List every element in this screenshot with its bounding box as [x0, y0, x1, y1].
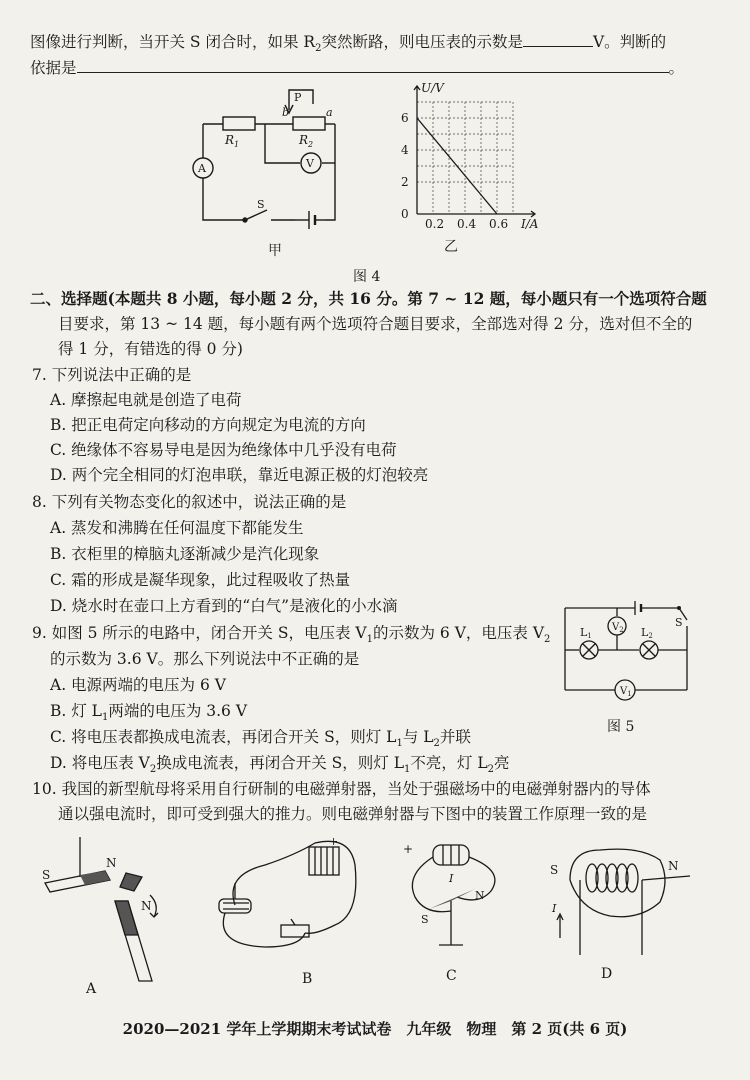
switch-label: S — [257, 198, 265, 211]
q8-option-a[interactable]: A. 蒸发和沸腾在任何温度下都能发生 — [50, 519, 304, 537]
fig-a-s-label: S — [42, 868, 51, 882]
q10-figure-d — [540, 840, 705, 965]
graph-grid — [417, 102, 513, 214]
fig5-v2-label: $V_2$ — [612, 622, 624, 634]
figure4-jia-label: 甲 — [268, 243, 282, 259]
answer-blank-voltage[interactable] — [523, 30, 593, 47]
fig-a-n-label: N — [106, 856, 117, 870]
fig5-v1-label: $V_1$ — [620, 686, 632, 698]
label-b: b — [282, 106, 290, 119]
y-tick-6: 6 — [401, 111, 409, 125]
q10-figure-c — [395, 835, 510, 960]
q7-option-d[interactable]: D. 两个完全相同的灯泡串联，靠近电源正极的灯泡较亮 — [50, 466, 429, 484]
q10-figure-a — [30, 835, 170, 995]
q10-stem-2: 通以强电流时，即可受到强大的推力。则电磁弹射器与下图中的装置工作原理一致的是 — [58, 805, 648, 823]
fig-c-i-label: I — [449, 872, 454, 885]
y-tick-4: 4 — [401, 143, 409, 157]
q8-option-d[interactable]: D. 烧水时在壶口上方看到的“白气”是液化的小水滴 — [50, 597, 398, 615]
label-p: P — [294, 91, 302, 104]
ammeter-label: A — [198, 162, 206, 175]
voltmeter-label: V — [306, 157, 314, 170]
figure4-circuit — [185, 80, 365, 245]
q9-option-a[interactable]: A. 电源两端的电压为 6 V — [50, 676, 226, 694]
label-r2: $R_2$ — [299, 133, 314, 149]
q9-stem-2: 的示数为 3.6 V。那么下列说法中不正确的是 — [50, 650, 360, 668]
intro-line-2: 依据是 。 — [30, 56, 684, 79]
q8-stem: 8. 下列有关物态变化的叙述中，说法正确的是 — [32, 493, 347, 511]
fig5-l2-label: L2 — [641, 626, 653, 640]
page-footer: 2020—2021 学年上学期期末考试试卷 九年级 物理 第 2 页(共 6 页) — [122, 1020, 628, 1038]
section2-line-3: 得 1 分，有错选的得 0 分) — [58, 340, 243, 358]
q10-stem: 10. 我国的新型航母将采用自行研制的电磁弹射器，当处于强磁场中的电磁弹射器内的导体 — [32, 780, 651, 798]
section2-title: 二、选择题(本题共 8 小题，每小题 2 分，共 16 分。第 7 ~ 12 题，每小题只有一个选项符合题 — [30, 289, 707, 308]
q10-option-d-label[interactable]: D — [601, 966, 613, 982]
q9-option-d[interactable]: D. 将电压表 $V_2$换成电流表，再闭合开关 S，则灯 $L_1$不亮，灯 $L_2$亮 — [50, 754, 510, 776]
answer-blank-reason[interactable] — [77, 56, 669, 73]
y-tick-2: 2 — [401, 175, 409, 189]
graph-x-label: I/A — [521, 217, 539, 231]
fig-d-i-label: I — [552, 902, 557, 915]
q8-option-b[interactable]: B. 衣柜里的樟脑丸逐渐减少是汽化现象 — [50, 545, 320, 563]
fig-d-n-label: N — [668, 859, 679, 873]
q8-option-c[interactable]: C. 霜的形成是凝华现象，此过程吸收了热量 — [50, 571, 351, 589]
figure5-circuit — [555, 598, 705, 708]
fig-b-plus-label: + — [329, 835, 339, 848]
q7-option-c[interactable]: C. 绝缘体不容易导电是因为绝缘体中几乎没有电荷 — [50, 441, 397, 459]
fig-c-plus-label: + — [403, 842, 414, 856]
y-tick-0: 0 — [401, 207, 409, 221]
x-tick-0-2: 0.2 — [425, 217, 445, 231]
q7-option-a[interactable]: A. 摩擦起电就是创造了电荷 — [50, 391, 242, 409]
fig5-s-label: S — [675, 616, 683, 629]
q10-figure-b — [205, 835, 375, 960]
figure5-caption: 图 5 — [607, 719, 635, 735]
fig-a-n2-label: N — [141, 899, 152, 913]
q7-stem: 7. 下列说法中正确的是 — [32, 366, 192, 384]
label-r1: $R_1$ — [225, 133, 240, 149]
q9-option-b[interactable]: B. 灯 $L_1$两端的电压为 3.6 V — [50, 702, 248, 724]
q10-option-c-label[interactable]: C — [446, 968, 457, 984]
intro-line-1: 图像进行判断，当开关 S 闭合时，如果 $R_2$突然断路，则电压表的示数是 V。判断的 — [30, 30, 666, 60]
label-a: a — [326, 106, 333, 119]
figure4-graph — [385, 78, 545, 243]
figure4-yi-label: 乙 — [444, 239, 458, 255]
q9-option-c[interactable]: C. 将电压表都换成电流表，再闭合开关 S，则灯 $L_1$与 $L_2$并联 — [50, 728, 471, 750]
graph-y-label: U/V — [421, 81, 444, 95]
section2-line-2: 目要求，第 13 ~ 14 题，每小题有两个选项符合题目要求，全部选对得 2 分，选对但不全的 — [58, 315, 693, 333]
x-tick-0-6: 0.6 — [489, 217, 509, 231]
x-tick-0-4: 0.4 — [457, 217, 477, 231]
q10-option-b-label[interactable]: B — [302, 971, 313, 987]
fig5-l1-label: L1 — [580, 626, 592, 640]
fig-c-s-label: S — [421, 913, 429, 926]
fig-d-s-label: S — [550, 863, 559, 877]
fig-c-n-label: N — [475, 889, 485, 902]
q9-stem: 9. 如图 5 所示的电路中，闭合开关 S，电压表 $V_1$的示数为 6 V，电压表 $V_2$ — [32, 624, 551, 646]
q10-option-a-label[interactable]: A — [86, 981, 97, 997]
q7-option-b[interactable]: B. 把正电荷定向移动的方向规定为电流的方向 — [50, 416, 366, 434]
figure4-caption: 图 4 — [353, 269, 381, 285]
